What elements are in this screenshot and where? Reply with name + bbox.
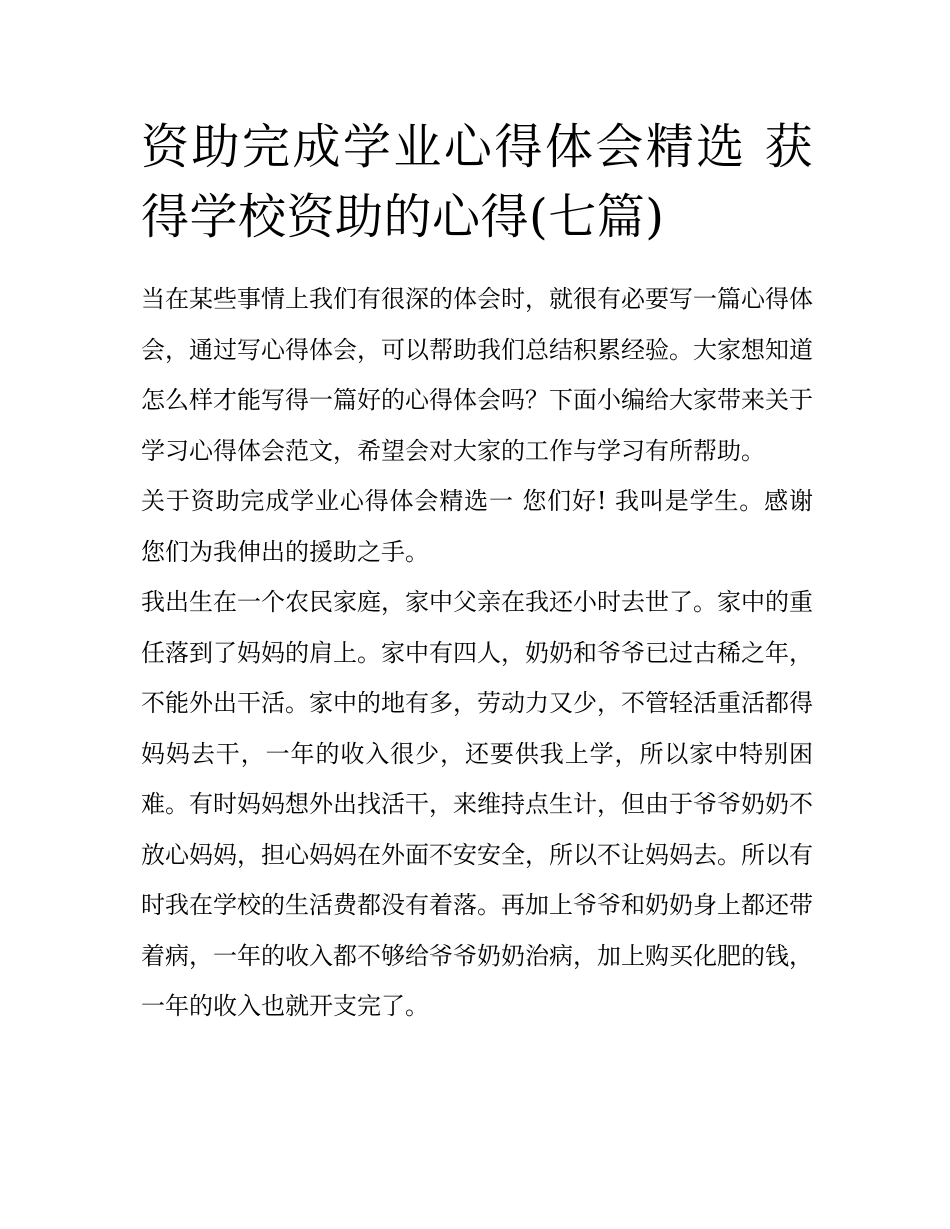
intro-paragraph: 当在某些事情上我们有很深的体会时，就很有必要写一篇心得体会，通过写心得体会，可以帮助我们总结积累经验。大家想知道怎么样才能写得一篇好的心得体会吗？下面小编给大家带来关于学习心得体会范文，希望会对大家的工作与学习有所帮助。 xyxy=(141,285,813,465)
essay-one-opening-paragraph: 关于资助完成学业心得体会精选一 您们好! 我叫是学生。感谢您们为我伸出的援助之手。 xyxy=(141,487,813,566)
document-title: 资助完成学业心得体会精选 获得学校资助的心得(七篇) xyxy=(141,119,813,245)
family-background-paragraph: 我出生在一个农民家庭，家中父亲在我还小时去世了。家中的重任落到了妈妈的肩上。家中有四人，奶奶和爷爷已过古稀之年，不能外出干活。家中的地有多，劳动力又少，不管轻活重活都得妈妈去干，一年的收入很少，还要供我上学，所以家中特别困难。有时妈妈想外出找活干，来维持点生计，但由于爷爷奶奶不放心妈妈，担心妈妈在外面不安安全，所以不让妈妈去。所以有时我在学校的生活费都没有着落。再加上爷爷和奶奶身上都还带着病，一年的收入都不够给爷爷奶奶治病，加上购买化肥的钱，一年的收入也就开支完了。 xyxy=(141,588,813,1020)
document-content xyxy=(141,112,813,1032)
